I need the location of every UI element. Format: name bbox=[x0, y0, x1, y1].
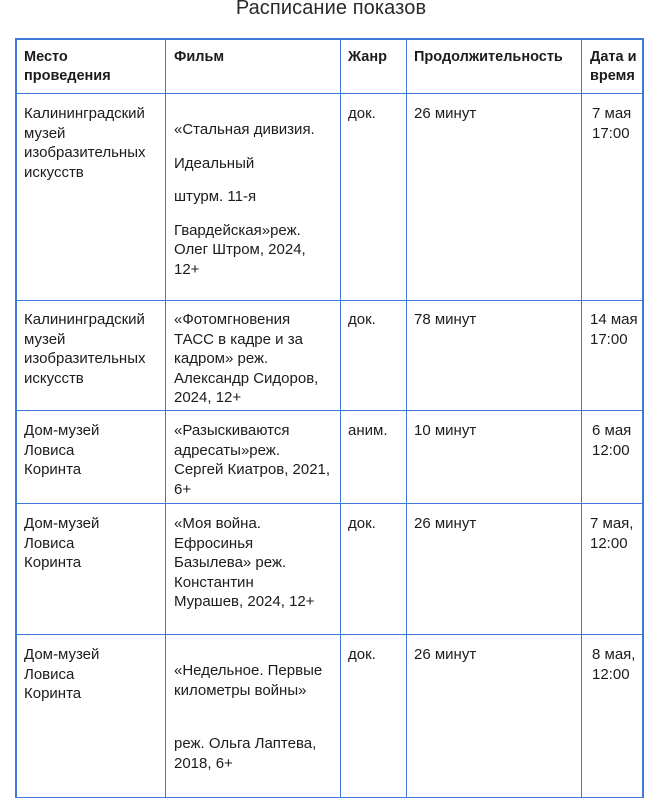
schedule-table bbox=[15, 38, 643, 798]
table-row-datetime bbox=[592, 645, 642, 684]
column-divider bbox=[581, 38, 582, 798]
date-text: 7 мая bbox=[592, 105, 632, 122]
column-divider bbox=[340, 38, 341, 798]
table-row-film bbox=[174, 120, 332, 279]
date-text: 6 мая bbox=[592, 422, 632, 439]
table-row-film: «Фотомгновения ТАСС в кадре и за кадром» реж. Александр Сидоров, 2024, 12+ bbox=[174, 311, 319, 406]
time-text: 12:00 bbox=[592, 665, 630, 683]
table-row-film: «Разыскиваются адресаты»реж. Сергей Киатров, 2021, 6+ bbox=[174, 422, 331, 498]
film-title-part: штурм. 11-я bbox=[174, 188, 257, 205]
table-border-top bbox=[15, 38, 643, 40]
table-row-datetime bbox=[590, 514, 642, 553]
table-row-film bbox=[174, 661, 336, 773]
film-title-part: «Стальная дивизия. bbox=[174, 121, 315, 138]
table-row-genre: док. bbox=[348, 311, 376, 328]
table-row-duration: 10 минут bbox=[414, 422, 477, 439]
table-row-duration: 26 минут bbox=[414, 515, 477, 532]
row-divider bbox=[15, 410, 643, 411]
table-row-datetime bbox=[590, 310, 642, 349]
date-text: 14 мая bbox=[590, 311, 638, 328]
row-divider bbox=[15, 93, 643, 94]
header-datetime: Дата и время bbox=[590, 49, 637, 84]
table-border-left bbox=[15, 38, 17, 798]
header-venue: Место проведения bbox=[24, 49, 111, 84]
table-row-film: «Моя война. Ефросинья Базылева» реж. Константин Мурашев, 2024, 12+ bbox=[174, 515, 315, 610]
table-border-right bbox=[642, 38, 644, 798]
table-row-genre: аним. bbox=[348, 422, 388, 439]
table-border-bottom bbox=[15, 797, 643, 798]
time-text: 12:00 bbox=[592, 441, 630, 459]
row-divider bbox=[15, 503, 643, 504]
table-row-venue: Дом-музей Ловиса Коринта bbox=[24, 515, 100, 571]
table-row-datetime bbox=[592, 104, 642, 143]
column-divider bbox=[165, 38, 166, 798]
table-row-venue: Дом-музей Ловиса Коринта bbox=[24, 646, 100, 702]
header-genre: Жанр bbox=[348, 49, 387, 65]
page-title: Расписание показов bbox=[235, 0, 427, 19]
table-row-duration: 78 минут bbox=[414, 311, 477, 328]
film-title-part: Идеальный bbox=[174, 154, 255, 172]
header-duration: Продолжительность bbox=[414, 49, 563, 65]
row-divider bbox=[15, 300, 643, 301]
table-row-venue: Калининградский музей изобразительных искусств bbox=[24, 105, 146, 181]
column-divider bbox=[406, 38, 407, 798]
table-row-duration: 26 минут bbox=[414, 105, 477, 122]
date-text: 8 мая, bbox=[592, 646, 636, 663]
table-row-duration: 26 минут bbox=[414, 646, 477, 663]
table-row-genre: док. bbox=[348, 515, 376, 532]
table-row-datetime bbox=[592, 421, 642, 460]
header-film: Фильм bbox=[174, 49, 225, 65]
row-divider bbox=[15, 634, 643, 635]
time-text: 17:00 bbox=[590, 330, 628, 348]
table-row-genre: док. bbox=[348, 105, 376, 122]
time-text: 17:00 bbox=[592, 124, 630, 142]
date-text: 7 мая, bbox=[590, 515, 634, 532]
film-title-part: «Недельное. Первые километры войны» bbox=[174, 662, 323, 699]
table-row-genre: док. bbox=[348, 646, 376, 663]
table-row-venue: Дом-музей Ловиса Коринта bbox=[24, 422, 100, 478]
table-row-venue: Калининградский музей изобразительных искусств bbox=[24, 311, 146, 387]
film-title-part: реж. Ольга Лаптева, 2018, 6+ bbox=[174, 735, 317, 772]
time-text: 12:00 bbox=[590, 534, 628, 552]
film-title-part: Гвардейская»реж. Олег Штром, 2024, 12+ bbox=[174, 221, 306, 278]
